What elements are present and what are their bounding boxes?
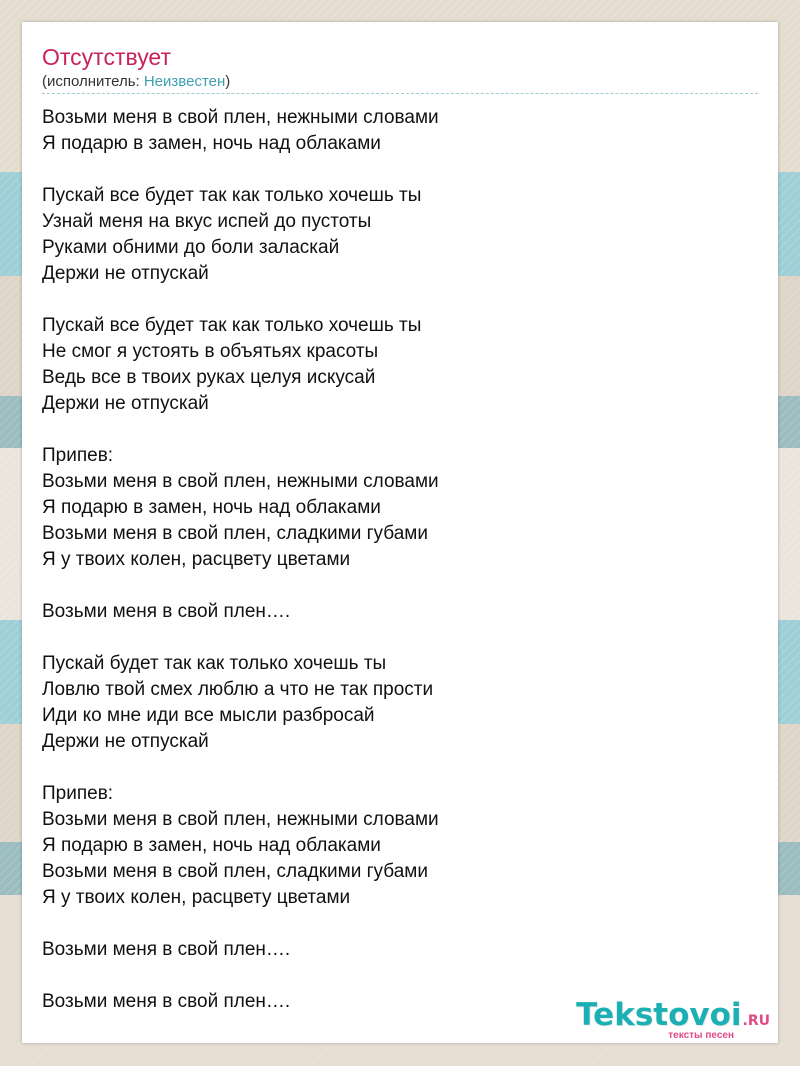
lyric-line: Держи не отпускай <box>42 393 209 414</box>
lyric-line: Ведь все в твоих руках целуя искусай <box>42 367 376 388</box>
lyric-line: Возьми меня в свой плен…. <box>42 939 291 960</box>
artist-prefix: (исполнитель: <box>42 73 144 90</box>
lyric-line: Пускай все будет так как только хочешь ты <box>42 315 422 336</box>
artist-link[interactable]: Неизвестен <box>143 73 226 90</box>
lyric-line: Пускай все будет так как только хочешь ты <box>42 185 422 206</box>
title-divider <box>42 93 758 94</box>
lyric-blank-line <box>42 625 742 651</box>
lyric-line: Припев: <box>42 445 114 466</box>
lyric-blank-line <box>42 573 742 599</box>
lyric-blank-line <box>42 287 742 313</box>
lyric-blank-line <box>42 963 742 989</box>
lyric-line: Возьми меня в свой плен, нежными словами <box>42 471 439 492</box>
lyric-line: Припев: <box>42 783 114 804</box>
artist-line <box>42 73 230 91</box>
lyrics-card <box>22 22 778 1043</box>
lyric-line: Руками обними до боли заласкай <box>42 237 340 258</box>
lyric-line: Держи не отпускай <box>42 263 209 284</box>
lyric-line: Возьми меня в свой плен, нежными словами <box>42 809 439 830</box>
logo-tagline: тексты песен <box>668 1030 734 1041</box>
lyrics-text <box>42 105 742 1015</box>
artist-suffix: ) <box>225 73 231 90</box>
lyric-line: Я у твоих колен, расцвету цветами <box>42 549 351 570</box>
lyric-blank-line <box>42 755 742 781</box>
lyric-line: Возьми меня в свой плен, сладкими губами <box>42 523 428 544</box>
lyric-line: Я у твоих колен, расцвету цветами <box>42 887 351 908</box>
lyric-line: Пускай будет так как только хочешь ты <box>42 653 387 674</box>
logo-main-text: Tekstovoi <box>576 997 742 1033</box>
lyric-line: Возьми меня в свой плен, сладкими губами <box>42 861 428 882</box>
lyric-line: Возьми меня в свой плен…. <box>42 601 291 622</box>
lyric-line: Я подарю в замен, ночь над облаками <box>42 835 381 856</box>
logo-wordmark <box>560 999 770 1031</box>
lyric-line: Узнай меня на вкус испей до пустоты <box>42 211 372 232</box>
lyric-line: Возьми меня в свой плен, нежными словами <box>42 107 439 128</box>
lyric-blank-line <box>42 911 742 937</box>
lyric-line: Я подарю в замен, ночь над облаками <box>42 133 381 154</box>
lyric-blank-line <box>42 417 742 443</box>
lyric-line: Возьми меня в свой плен…. <box>42 991 291 1012</box>
lyric-line: Не смог я устоять в объятьях красоты <box>42 341 379 362</box>
site-logo[interactable] <box>560 999 770 1043</box>
lyric-line: Держи не отпускай <box>42 731 209 752</box>
lyric-line: Я подарю в замен, ночь над облаками <box>42 497 381 518</box>
song-title: Отсутствует <box>42 44 171 70</box>
lyric-line: Иди ко мне иди все мысли разбросай <box>42 705 375 726</box>
logo-domain-text: .RU <box>742 1013 770 1029</box>
lyric-blank-line <box>42 157 742 183</box>
lyric-line: Ловлю твой смех люблю а что не так прости <box>42 679 434 700</box>
